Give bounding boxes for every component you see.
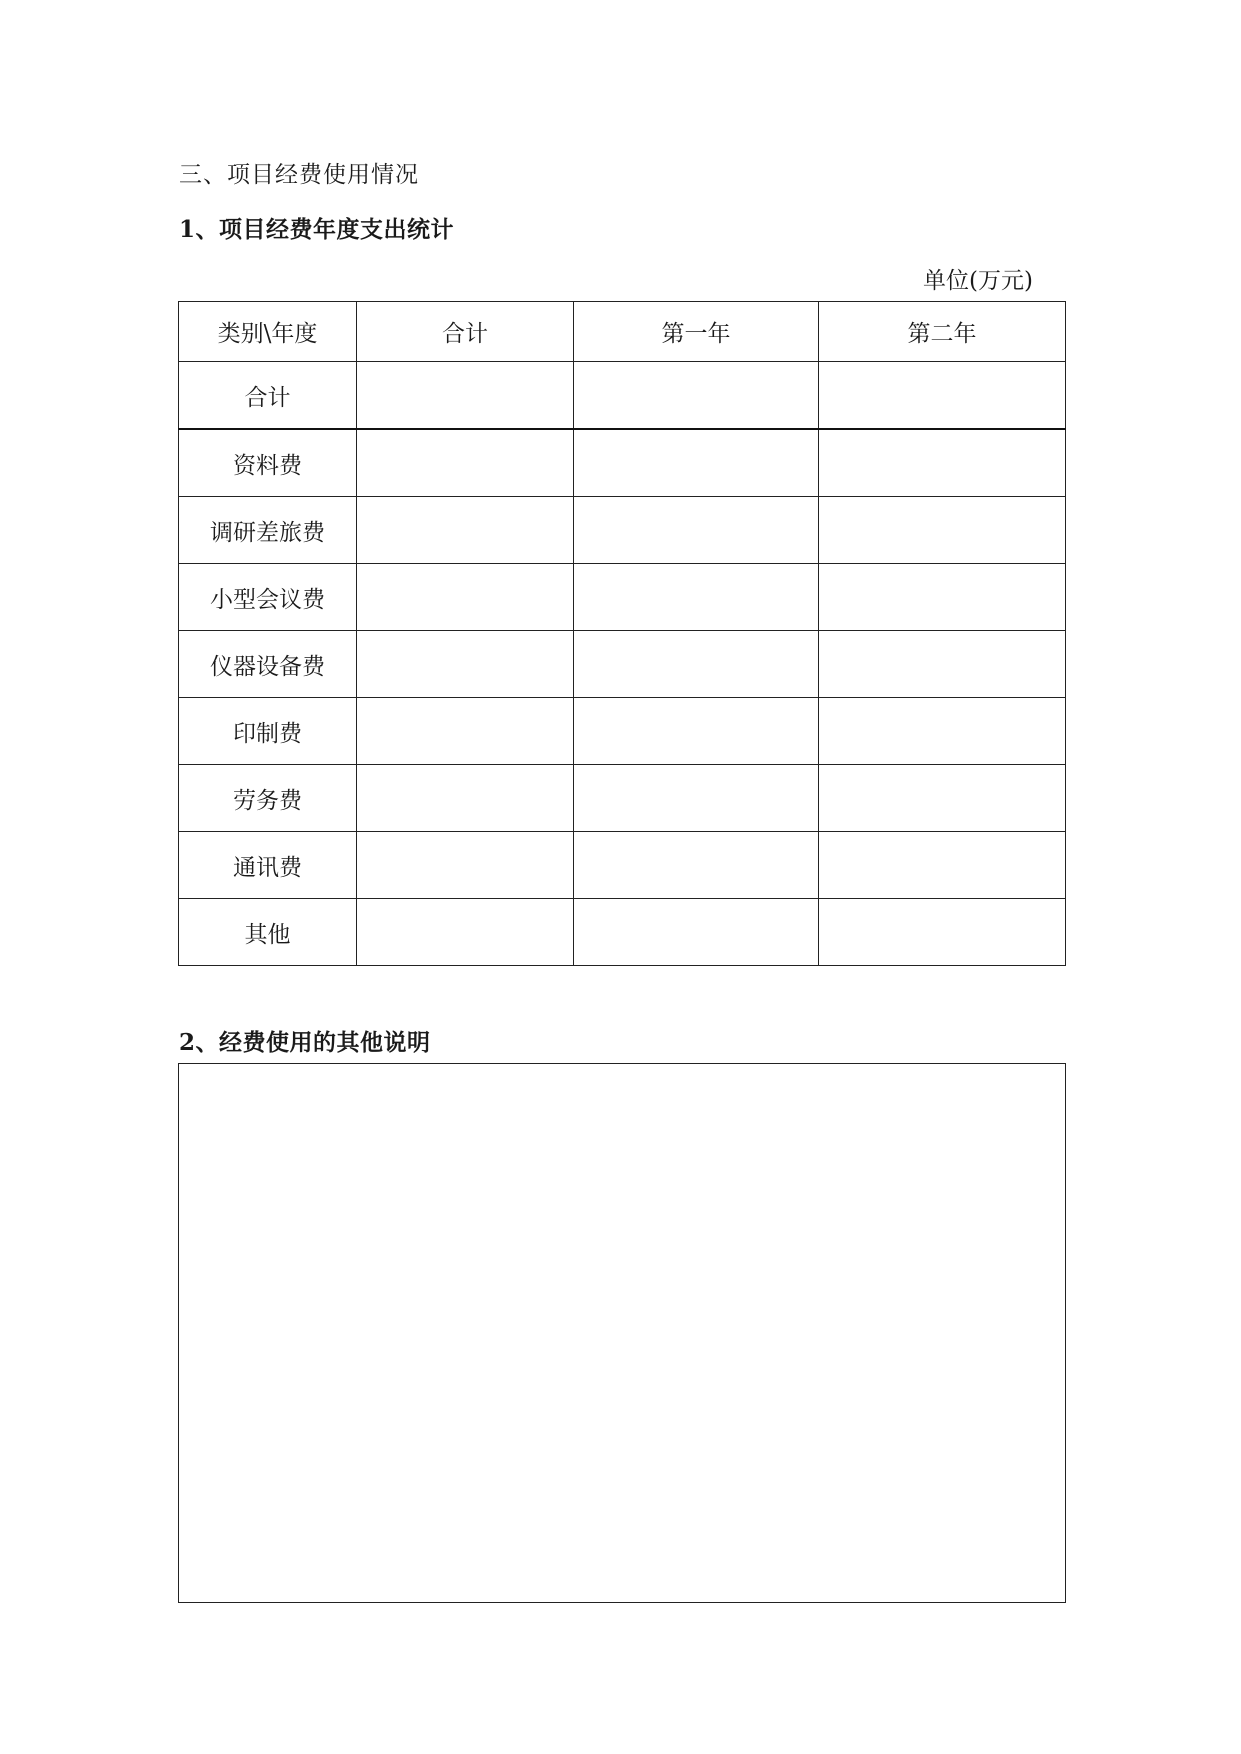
category-cell: 印制费	[179, 698, 357, 765]
total-cell[interactable]	[357, 899, 574, 966]
year2-cell[interactable]	[819, 698, 1066, 765]
category-cell: 资料费	[179, 429, 357, 497]
header-cell-category: 类别\年度	[179, 302, 357, 362]
category-cell: 劳务费	[179, 765, 357, 832]
table-row	[179, 698, 1066, 765]
total-cell[interactable]	[357, 497, 574, 564]
year1-cell[interactable]	[574, 765, 819, 832]
category-cell: 小型会议费	[179, 564, 357, 631]
year2-cell[interactable]	[819, 631, 1066, 698]
category-cell: 仪器设备费	[179, 631, 357, 698]
section-title: 三、项目经费使用情况	[179, 162, 419, 188]
header-cell-year2: 第二年	[819, 302, 1066, 362]
category-cell: 通讯费	[179, 832, 357, 899]
table-row	[179, 765, 1066, 832]
year1-cell[interactable]	[574, 429, 819, 497]
year2-cell[interactable]	[819, 429, 1066, 497]
total-cell[interactable]	[357, 832, 574, 899]
year1-cell[interactable]	[574, 564, 819, 631]
description-box[interactable]	[178, 1063, 1066, 1603]
table-row	[179, 429, 1066, 497]
table-row-total	[179, 362, 1066, 430]
total-cell[interactable]	[357, 429, 574, 497]
year2-cell[interactable]	[819, 564, 1066, 631]
table-header-row	[179, 302, 1066, 362]
total-cell[interactable]	[357, 564, 574, 631]
year1-cell[interactable]	[574, 362, 819, 430]
year1-cell[interactable]	[574, 698, 819, 765]
year2-cell[interactable]	[819, 899, 1066, 966]
year1-cell[interactable]	[574, 497, 819, 564]
year2-cell[interactable]	[819, 765, 1066, 832]
year2-cell[interactable]	[819, 832, 1066, 899]
table-row	[179, 899, 1066, 966]
total-cell[interactable]	[357, 698, 574, 765]
year1-cell[interactable]	[574, 899, 819, 966]
table-row	[179, 832, 1066, 899]
category-cell: 合计	[179, 362, 357, 430]
total-cell[interactable]	[357, 765, 574, 832]
header-cell-total: 合计	[357, 302, 574, 362]
total-cell[interactable]	[357, 362, 574, 430]
year2-cell[interactable]	[819, 497, 1066, 564]
header-cell-year1: 第一年	[574, 302, 819, 362]
year2-cell[interactable]	[819, 362, 1066, 430]
year1-cell[interactable]	[574, 631, 819, 698]
category-cell: 调研差旅费	[179, 497, 357, 564]
category-cell: 其他	[179, 899, 357, 966]
table-row	[179, 631, 1066, 698]
budget-table	[178, 301, 1066, 966]
table-row	[179, 497, 1066, 564]
year1-cell[interactable]	[574, 832, 819, 899]
subsection-title-expenditure: 1、项目经费年度支出统计	[179, 216, 455, 243]
subsection-title-other-notes: 2、经费使用的其他说明	[179, 1029, 431, 1056]
unit-label: 单位(万元)	[923, 268, 1033, 294]
table-row	[179, 564, 1066, 631]
total-cell[interactable]	[357, 631, 574, 698]
